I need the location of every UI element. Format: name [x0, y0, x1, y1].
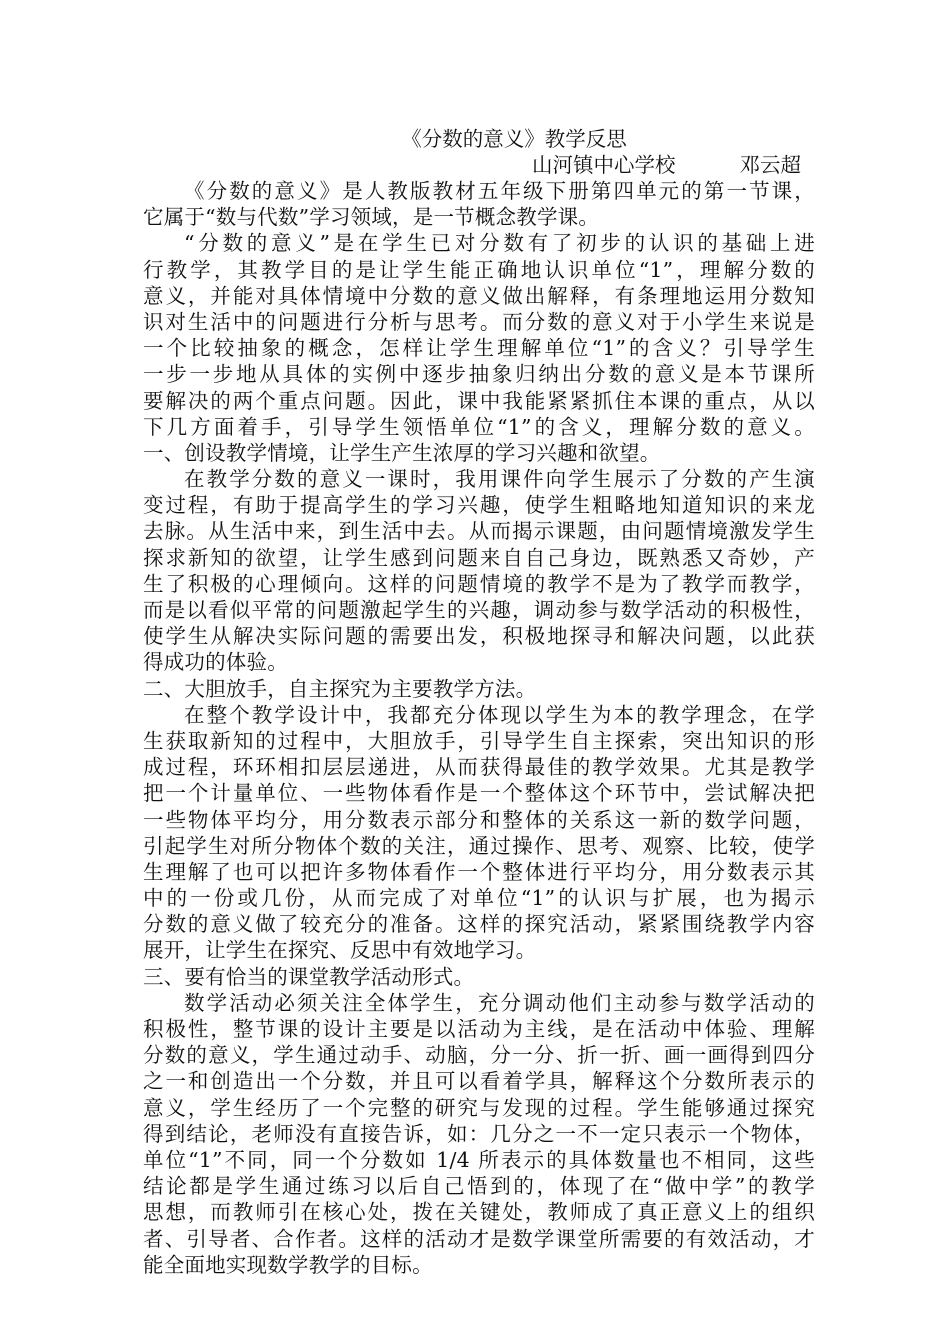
document-title: 《分数的意义》教学反思 [401, 127, 627, 151]
body-text [143, 178, 815, 1278]
text-line: 者、引导者、合作者。这样的活动才是数学课堂所需要的有效活动，才 [143, 1226, 815, 1251]
text-line: 引起学生对所分物体个数的关注，通过操作、思考、观察、比较，使学 [143, 833, 815, 858]
text-line: 单位“1”不同，同一个分数如 1/4 所表示的具体数量也不相同，这些 [143, 1147, 815, 1172]
text-line: 成过程，环环相扣层层递进，从而获得最佳的教学效果。尤其是教学 [143, 755, 815, 780]
text-line: 使学生从解决实际问题的需要出发，积极地探寻和解决问题，以此获 [143, 624, 815, 649]
text-line: 得到结论，老师没有直接告诉，如：几分之一不一定只表示一个物体， [143, 1121, 815, 1146]
text-line: 分数的意义做了较充分的准备。这样的探究活动，紧紧围绕教学内容 [143, 912, 815, 937]
text-line: 下几方面着手，引导学生领悟单位“1”的含义，理解分数的意义。 [143, 414, 815, 439]
text-line: 把一个计量单位、一些物体看作是一个整体这个环节中，尝试解决把 [143, 781, 815, 806]
text-line: 去脉。从生活中来，到生活中去。从而揭示课题，由问题情境激发学生 [143, 519, 815, 544]
text-line: 积极性，整节课的设计主要是以活动为主线，是在活动中体验、理解 [143, 1017, 815, 1041]
text-line: 得成功的体验。 [143, 650, 288, 675]
byline [143, 152, 801, 178]
text-line: 变过程，有助于提高学生的学习兴趣，使学生粗略地知道知识的来龙 [143, 493, 815, 518]
text-line: 生了积极的心理倾向。这样的问题情境的教学不是为了教学而教学， [143, 571, 815, 596]
text-line: 一、创设教学情境，让学生产生浓厚的学习兴趣和欲望。 [143, 440, 661, 465]
text-line: 意义，学生经历了一个完整的研究与发现的过程。学生能够通过探究 [143, 1095, 815, 1120]
document-page [143, 126, 815, 1278]
text-line: 行教学，其教学目的是让学生能正确地认识单位“1”，理解分数的 [143, 257, 815, 282]
text-line: 中的一份或几份，从而完成了对单位“1”的认识与扩展，也为揭示 [143, 886, 815, 911]
text-line: 分数的意义，学生通过动手、动脑，分一分、折一折、画一画得到四分 [143, 1043, 815, 1068]
text-line: 在教学分数的意义一课时，我用课件向学生展示了分数的产生演 [184, 467, 815, 492]
text-line: 生获取新知的过程中，大胆放手，引导学生自主探索，突出知识的形 [143, 728, 815, 753]
text-line: 意义，并能对具体情境中分数的意义做出解释，有条理地运用分数知 [143, 283, 815, 308]
text-line: 它属于“数与代数”学习领域，是一节概念教学课。 [143, 205, 600, 230]
text-line: 一些物体平均分，用分数表示部分和整体的关系这一新的数学问题， [143, 807, 815, 832]
text-line: 二、大胆放手，自主探究为主要教学方法。 [143, 676, 537, 701]
text-line: 而是以看似平常的问题激起学生的兴趣，调动参与数学活动的积极性， [143, 598, 815, 622]
text-line: 一个比较抽象的概念，怎样让学生理解单位“1”的含义？引导学生 [143, 336, 815, 361]
text-line: 识对生活中的问题进行分析与思考。而分数的意义对于小学生来说是 [143, 309, 815, 334]
text-line: 结论都是学生通过练习以后自己悟到的，体现了在“做中学”的教学 [143, 1174, 815, 1199]
text-line: 能全面地实现数学教学的目标。 [143, 1252, 433, 1277]
text-line: 数学活动必须关注全体学生，充分调动他们主动参与数学活动的 [184, 990, 815, 1015]
text-line: “分数的意义”是在学生已对分数有了初步的认识的基础上进 [184, 231, 815, 256]
text-line: 生理解了也可以把许多物体看作一个整体进行平均分，用分数表示其 [143, 859, 815, 884]
text-line: 一步一步地从具体的实例中逐步抽象归纳出分数的意义是本节课所 [143, 362, 815, 387]
author-name: 邓云超 [739, 153, 801, 177]
text-line: 探求新知的欲望，让学生感到问题来自自己身边，既熟悉又奇妙，产 [143, 545, 815, 570]
school-name: 山河镇中心学校 [532, 153, 676, 177]
text-line: 三、要有恰当的课堂教学活动形式。 [143, 964, 475, 989]
text-line: 在整个教学设计中，我都充分体现以学生为本的教学理念，在学 [184, 702, 815, 727]
text-line: 之一和创造出一个分数，并且可以看着学具，解释这个分数所表示的 [143, 1069, 815, 1094]
text-line: 要解决的两个重点问题。因此，课中我能紧紧抓住本课的重点，从以 [143, 388, 815, 413]
text-line: 思想，而教师引在核心处，拨在关键处，教师成了真正意义上的组织 [143, 1200, 815, 1225]
text-line: 展开，让学生在探究、反思中有效地学习。 [143, 938, 537, 963]
text-line: 《分数的意义》是人教版教材五年级下册第四单元的第一节课， [184, 179, 815, 203]
